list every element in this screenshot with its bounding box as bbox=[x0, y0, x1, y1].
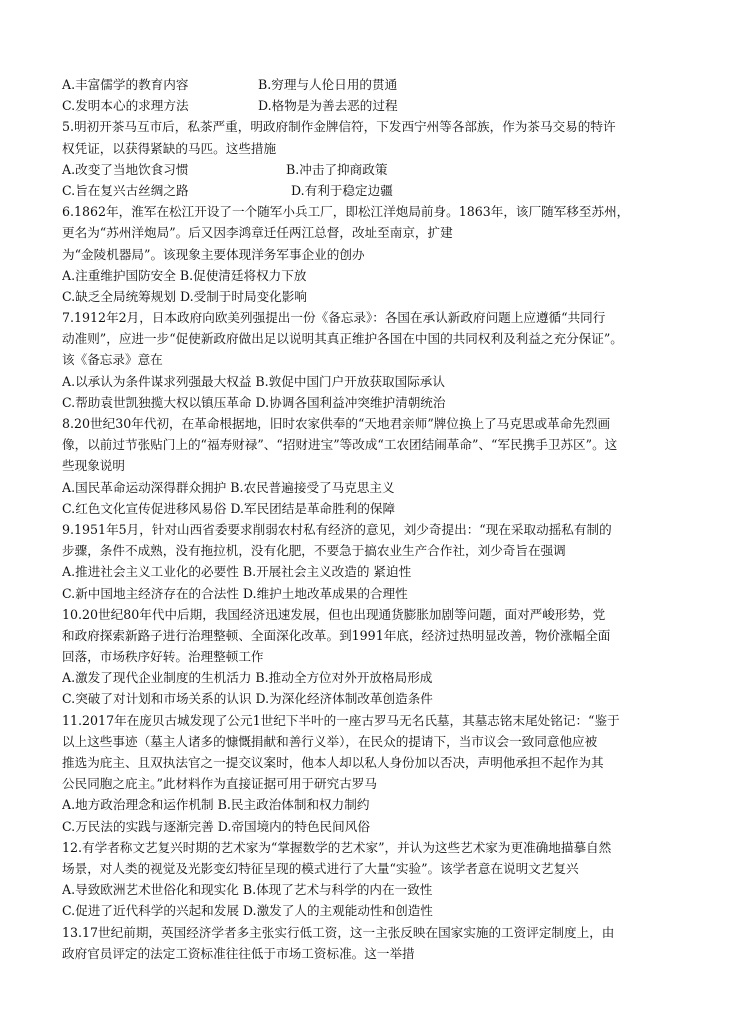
q9-stem-line: 步骤，条件不成熟，没有拖拉机，没有化肥，不要急于搞农业生产合作社，刘少奇旨在强调 bbox=[62, 543, 566, 559]
q5-stem-line: 5.明初开茶马互市后，私茶严重，明政府制作金牌信符，下发西宁州等各部族，作为茶马交易的特许 bbox=[62, 119, 616, 135]
q12-stem-line: 12.有学者称文艺复兴时期的艺术家为“掌握数学的艺术家”，并认为这些艺术家为更准确地描摹自然 bbox=[62, 839, 612, 855]
q9-options-ab: A.推进社会主义工业化的必要性 B.开展社会主义改造的 紧迫性 bbox=[62, 564, 412, 580]
q5-stem-line: 权凭证，以获得紧缺的马匹。这些措施 bbox=[62, 140, 277, 156]
q4-options-ab bbox=[62, 74, 697, 95]
q12-stem-line: 场景，对人类的视觉及光影变幻特征呈现的模式进行了大量“实验”。该学者意在说明文艺复兴 bbox=[62, 860, 579, 876]
q13-stem-line: 政府官员评定的法定工资标准往往低于市场工资标准。这一举措 bbox=[62, 945, 415, 961]
q9-stem-line: 9.1951年5月，针对山西省委要求削弱农村私有经济的意见，刘少奇提出：“现在采取动摇私有制的 bbox=[62, 521, 612, 537]
q10-stem-line: 回落，市场秩序好转。治理整顿工作 bbox=[62, 649, 264, 665]
q8-options-ab: A.国民革命运动深得群众拥护 B.农民普遍接受了马克思主义 bbox=[62, 479, 395, 495]
q5-option-b: B.冲击了抑商政策 bbox=[286, 161, 388, 177]
q6-options-ab: A.注重维护国防安全 B.促使清廷将权力下放 bbox=[62, 267, 307, 283]
q7-stem-line: 动准则”，应进一步“促使新政府做出足以说明其真正维护各国在中国的共同权利及利益之充分保证”。 bbox=[62, 331, 623, 347]
q5-options-ab bbox=[62, 159, 697, 180]
q7-stem-line: 该《备忘录》意在 bbox=[62, 352, 163, 368]
q11-options-ab: A.地方政治理念和运作机制 B.民主政治体制和权力制约 bbox=[62, 797, 370, 813]
q6-stem-line: 6.1862年，淮军在松江开设了一个随军小兵工厂，即松江洋炮局前身。1863年，该厂随军移至苏州， bbox=[62, 204, 630, 220]
q7-options-cd: C.帮助袁世凯独揽大权以镇压革命 D.协调各国利益冲突维护清朝统治 bbox=[62, 394, 446, 410]
q10-stem-line: 和政府探索新路子进行治理整顿、全面深化改革。到1991年底，经济过热明显改善，物价涨幅全面 bbox=[62, 627, 611, 643]
q4-option-d: D.格物是为善去恶的过程 bbox=[258, 98, 398, 114]
q5-option-c: C.旨在复兴古丝绸之路 bbox=[62, 182, 189, 198]
q11-stem-line: 11.2017年在庞贝古城发现了公元1世纪下半叶的一座古罗马无名氏墓，其墓志铭末尾处铭记：“鉴于 bbox=[62, 712, 620, 728]
q4-option-b: B.穷理与人伦日用的贯通 bbox=[258, 77, 398, 92]
q7-stem-line: 7.1912年2月，日本政府向欧美列强提出一份《备忘录》：各国在承认新政府问题上应遵循“共同行 bbox=[62, 310, 606, 326]
q8-options-cd: C.红色文化宣传促进移风易俗 D.军民团结是革命胜利的保障 bbox=[62, 500, 396, 516]
q4-options-cd bbox=[62, 95, 697, 116]
q8-stem-line: 8.20世纪30年代初，在革命根据地，旧时农家供奉的“天地君亲师”牌位换上了马克思或革命先烈画 bbox=[62, 416, 611, 431]
q10-options-cd: C.突破了对计划和市场关系的认识 D.为深化经济体制改革创造条件 bbox=[62, 691, 433, 707]
q9-options-cd: C.新中国地主经济存在的合法性 D.维护土地改革成果的合理性 bbox=[62, 585, 408, 601]
q5-option-a: A.改变了当地饮食习惯 bbox=[62, 161, 189, 177]
q4-option-a: A.丰富儒学的教育内容 bbox=[62, 77, 189, 92]
q5-options-cd bbox=[62, 180, 697, 201]
q12-options-ab: A.导致欧洲艺术世俗化和现实化 B.体现了艺术与科学的内在一致性 bbox=[62, 882, 433, 898]
q8-stem-line: 些现象说明 bbox=[62, 458, 125, 474]
q10-stem-line: 10.20世纪80年代中后期，我国经济迅速发展，但也出现通货膨胀加剧等问题，面对严峻形势，党 bbox=[62, 606, 606, 622]
q5-option-d: D.有利于稳定边疆 bbox=[291, 182, 393, 198]
q6-stem-line: 更名为“苏州洋炮局”。后又因李鸿章迁任两江总督，改址至南京，扩建 bbox=[62, 225, 453, 241]
q6-options-cd: C.缺乏全局统筹规划 D.受制于时局变化影响 bbox=[62, 288, 307, 304]
q7-options-ab: A.以承认为条件谋求列强最大权益 B.敦促中国门户开放获取国际承认 bbox=[62, 373, 445, 389]
q11-stem-line: 推选为庇主、且双执法官之一提交议案时，他本人却以私人身份加以否决，声明他承担不起作为其 bbox=[62, 755, 604, 770]
q6-stem-line: 为“金陵机器局”。该现象主要体现洋务军事企业的创办 bbox=[62, 246, 365, 262]
q10-options-ab: A.激发了现代企业制度的生机活力 B.推动全方位对外开放格局形成 bbox=[62, 670, 433, 686]
q11-options-cd: C.万民法的实践与逐渐完善 D.帝国境内的特色民间风俗 bbox=[62, 818, 370, 834]
q11-stem-line: 以上这些事迹（墓主人诸多的慷慨捐献和善行义举），在民众的提请下，当市议会一致同意他应被 bbox=[62, 733, 598, 749]
q11-stem-line: 公民同胞之庇主。”此材料作为直接证据可用于研究古罗马 bbox=[62, 776, 377, 792]
q8-stem-line: 像，以前过节张贴门上的“福寿财禄”、“招财进宝”等改成“工农团结闹革命”、“军民携手卫苏区”。这 bbox=[62, 437, 618, 453]
q4-option-c: C.发明本心的求理方法 bbox=[62, 98, 189, 114]
q12-options-cd: C.促进了近代科学的兴起和发展 D.激发了人的主观能动性和创造性 bbox=[62, 903, 433, 919]
q13-stem-line: 13.17世纪前期，英国经济学者多主张实行低工资，这一主张反映在国家实施的工资评定制度上，由 bbox=[62, 924, 615, 940]
